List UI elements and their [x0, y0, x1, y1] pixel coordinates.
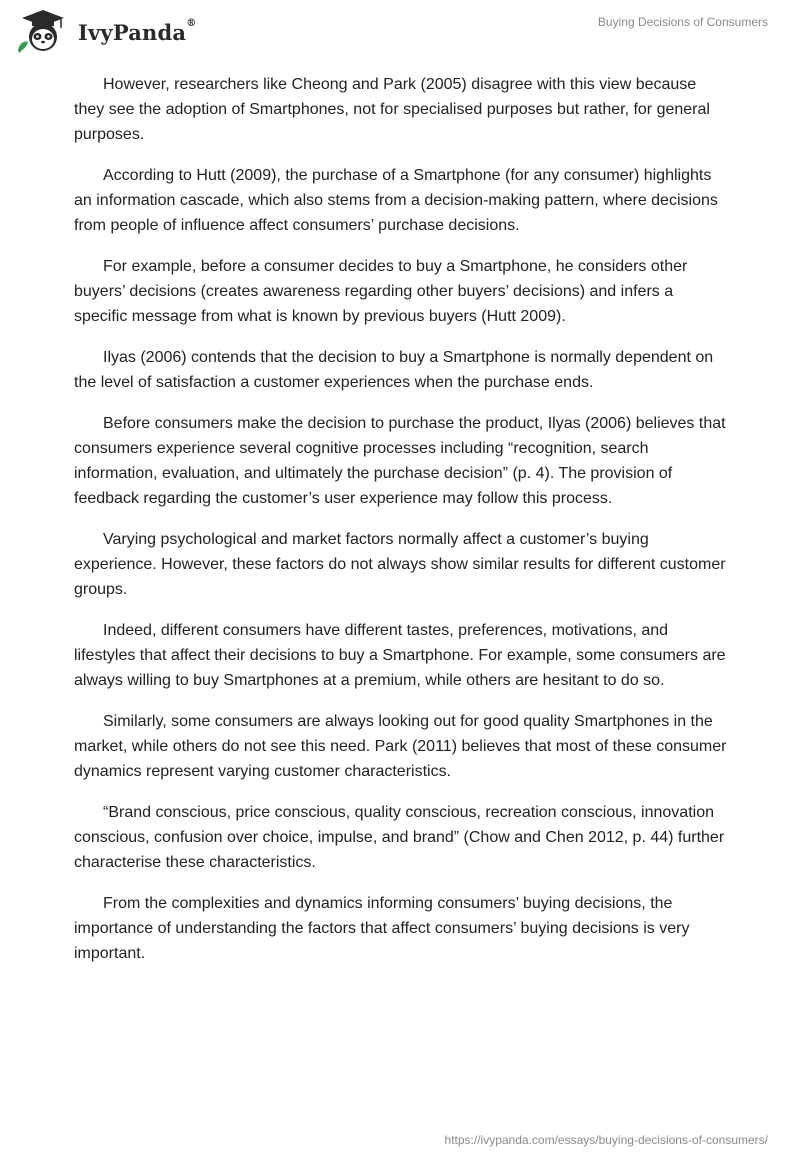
paragraph: According to Hutt (2009), the purchase of a Smartphone (for any consumer) highlights an information cascade, which also stems from a decision-making pattern, where decisions from people of influence affect consumers’ purchase decisions. [74, 167, 718, 234]
paragraph: Before consumers make the decision to purchase the product, Ilyas (2006) believes that consumers experience several cognitive processes including “recognition, search information, evaluation, and ultimately the purchase decision” (p. 4). The provision of feedback regarding the customer’s user experience may follow this process. [74, 415, 726, 507]
paragraph: From the complexities and dynamics informing consumers’ buying decisions, the importance of understanding the factors that affect consumers’ buying decisions is very important. [74, 895, 690, 962]
registered-mark: ® [186, 18, 197, 29]
brand-name: IvyPanda [78, 20, 187, 45]
paragraph: Ilyas (2006) contends that the decision to buy a Smartphone is normally dependent on the level of satisfaction a customer experiences when the purchase ends. [74, 349, 714, 391]
paragraph: However, researchers like Cheong and Park (2005) disagree with this view because they see the adoption of Smartphones, not for specialised purposes but rather, for general purposes. [74, 76, 710, 143]
paragraph: “Brand conscious, price conscious, quality conscious, recreation conscious, innovation conscious, confusion over choice, impulse, and brand” (Chow and Chen 2012, p. 44) further characterise these characteristics. [74, 804, 725, 871]
paragraph: Indeed, different consumers have different tastes, preferences, motivations, and lifestyles that affect their decisions to buy a Smartphone. For example, some consumers are always willing to buy Smartphones at a premium, while others are hesitant to do so. [74, 622, 726, 689]
paragraph: Varying psychological and market factors normally affect a customer’s buying experience. However, these factors do not always show similar results for different customer groups. [74, 531, 726, 598]
panda-graduate-icon[interactable] [14, 8, 72, 54]
paragraph: Similarly, some consumers are always looking out for good quality Smartphones in the market, while others do not see this need. Park (2011) believes that most of these consumer dynamics represent varying customer characteristics. [74, 713, 727, 780]
paragraph: For example, before a consumer decides to buy a Smartphone, he considers other buyers’ decisions (creates awareness regarding other buyers’ decisions) and infers a specific message from what is known by previous buyers (Hutt 2009). [74, 258, 688, 325]
page-header [0, 0, 800, 70]
essay-body [74, 72, 728, 982]
document-title: Buying Decisions of Consumers [597, 15, 768, 29]
source-url[interactable]: https://ivypanda.com/essays/buying-decisions-of-consumers/ [444, 1133, 768, 1147]
brand-logo-text[interactable] [78, 20, 196, 45]
